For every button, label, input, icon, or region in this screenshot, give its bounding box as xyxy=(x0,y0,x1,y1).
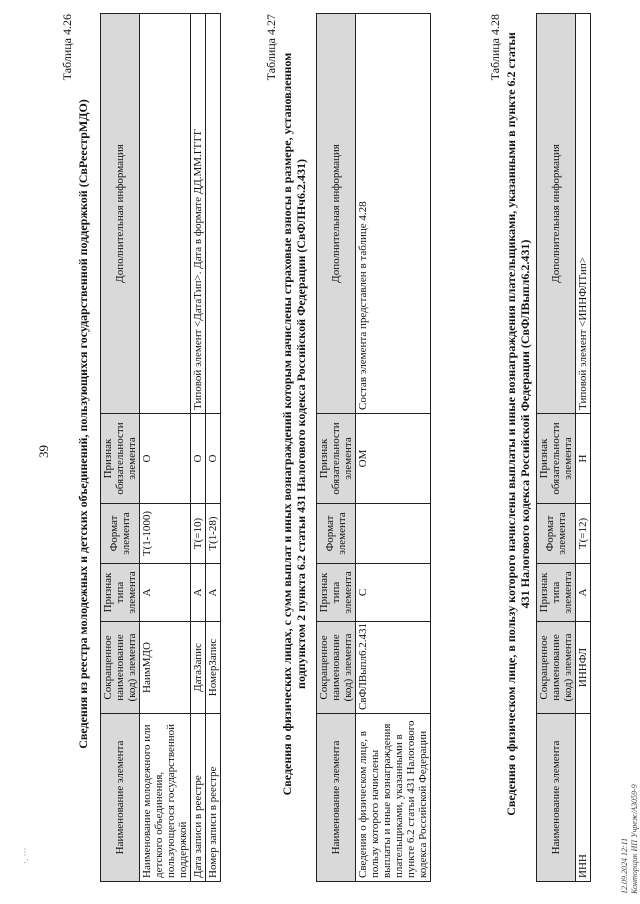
col-header: Формат элемента xyxy=(317,504,356,564)
col-header: Признак типа элемента xyxy=(317,564,356,622)
cell xyxy=(140,14,191,414)
col-header: Наименование элемента xyxy=(537,714,576,882)
col-header: Признак обязательности элемента xyxy=(537,414,576,504)
col-header: Сокращенное наименование (код) элемента xyxy=(537,622,576,714)
cell: T(1-1000) xyxy=(140,504,191,564)
table-4-27-caption: Сведения о физических лицах, с сумм выплат и иных вознаграждений которым начислены страховые взносы в размере, установленном подпунктом 2 пункта 6.2 статьи 431 Налогового кодекса Российской Федерации (СвФЛНч6.2.431) xyxy=(280,52,308,796)
table-4-28 xyxy=(536,13,591,882)
cell: О xyxy=(191,414,206,504)
cell: А xyxy=(191,564,206,622)
col-header: Формат элемента xyxy=(101,504,140,564)
page-number: 39 xyxy=(36,445,51,458)
cell: Н xyxy=(576,414,591,504)
cell: НаимМДО xyxy=(140,622,191,714)
cell: А xyxy=(206,564,221,622)
cell: А xyxy=(576,564,591,622)
cell: ИНН xyxy=(576,714,591,882)
table-header-row xyxy=(317,14,356,882)
cell: T(=12) xyxy=(576,504,591,564)
cell: Типовой элемент <ДатаТип>. Дата в формате ДД.ММ.ГГГГ xyxy=(191,14,206,414)
cell: НомерЗапис xyxy=(206,622,221,714)
col-header: Дополнительная информация xyxy=(537,14,576,414)
cell: О xyxy=(206,414,221,504)
cell: Состав элемента представлен в таблице 4.28 xyxy=(356,14,431,414)
cell: T(1-28) xyxy=(206,504,221,564)
cell: Дата записи в реестре xyxy=(191,714,206,882)
table-4-26-caption: Сведения из реестра молодежных и детских объединений, пользующихся государственной поддержкой (СвРеестрМДО) xyxy=(76,99,90,749)
cell: ДатаЗапис xyxy=(191,622,206,714)
print-stamp xyxy=(620,784,640,894)
table-4-26 xyxy=(100,13,221,882)
table-row xyxy=(356,14,431,882)
cell xyxy=(206,14,221,414)
cell: ИННФЛ xyxy=(576,622,591,714)
table-4-27-label: Таблица 4.27 xyxy=(264,14,278,81)
cell: Сведения о физическом лице, в пользу которого начислены выплаты и иные вознаграждения плательщиками, указанными в пункте 6.2 статьи 431 Налогового кодекса Российской Федерации xyxy=(356,714,431,882)
cell: С xyxy=(356,564,431,622)
cell: А xyxy=(140,564,191,622)
table-4-27 xyxy=(316,13,431,882)
col-header: Наименование элемента xyxy=(317,714,356,882)
col-header: Дополнительная информация xyxy=(317,14,356,414)
table-row xyxy=(576,14,591,882)
col-header: Дополнительная информация xyxy=(101,14,140,414)
cell: СвФЛВыпл6.2.431 xyxy=(356,622,431,714)
cell: О xyxy=(140,414,191,504)
col-header: Признак типа элемента xyxy=(537,564,576,622)
cell: Номер записи в реестре xyxy=(206,714,221,882)
table-4-26-label: Таблица 4.26 xyxy=(60,14,74,81)
table-header-row xyxy=(537,14,576,882)
col-header: Формат элемента xyxy=(537,504,576,564)
table-4-28-label: Таблица 4.28 xyxy=(488,14,502,81)
table-row xyxy=(206,14,221,882)
cell: ОМ xyxy=(356,414,431,504)
col-header: Сокращенное наименование (код) элемента xyxy=(101,622,140,714)
col-header: Признак типа элемента xyxy=(101,564,140,622)
col-header: Сокращенное наименование (код) элемента xyxy=(317,622,356,714)
cell: T(=10) xyxy=(191,504,206,564)
scan-mark: ·. ··· xyxy=(20,847,30,864)
table-row xyxy=(140,14,191,882)
col-header: Наименование элемента xyxy=(101,714,140,882)
stamp-line: 12.09.2024 12:11 xyxy=(620,837,629,894)
cell xyxy=(356,504,431,564)
cell: Типовой элемент <ИННФЛТип> xyxy=(576,14,591,414)
table-4-28-caption: Сведения о физическом лице, в пользу которого начислены выплаты и иные вознаграждения плательщиками, указанными в пункте 6.2 статьи 431 Налогового кодекса Российской Федерации (СвФЛВыпл6.2.431) xyxy=(504,32,532,816)
cell: Наименование молодежного или детского объединения, пользующегося государственной поддержкой xyxy=(140,714,191,882)
col-header: Признак обязательности элемента xyxy=(101,414,140,504)
stamp-line: Конторщик ИП Учреж/АЗ059-9 xyxy=(630,784,639,894)
table-row xyxy=(191,14,206,882)
table-header-row xyxy=(101,14,140,882)
col-header: Признак обязательности элемента xyxy=(317,414,356,504)
